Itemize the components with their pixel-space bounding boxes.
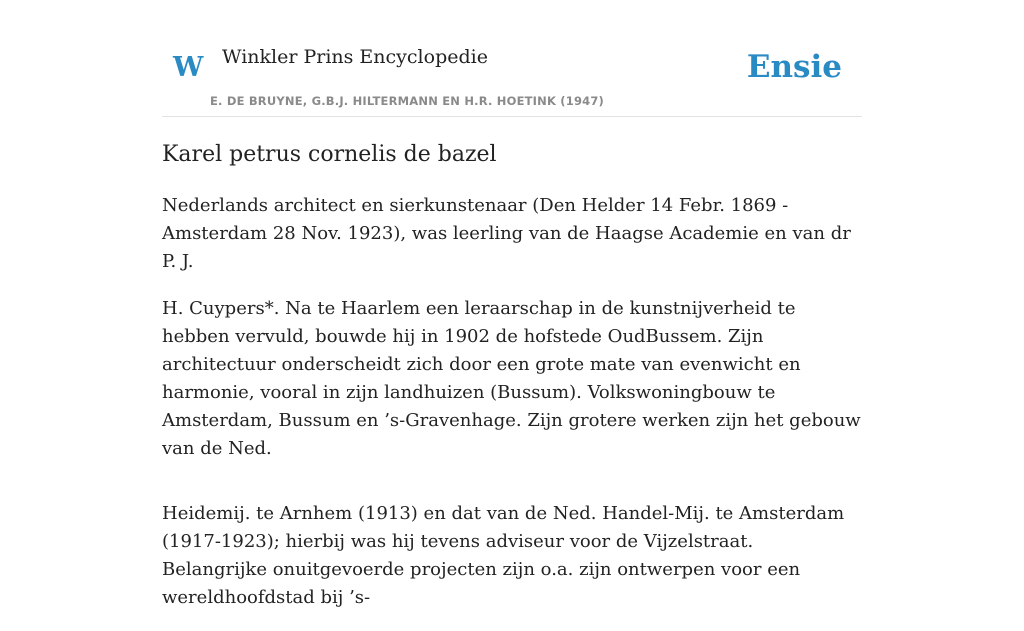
article: [162, 138, 862, 631]
article-paragraph-3: Heidemij. te Arnhem (1913) en dat van de Ned. Handel-Mij. te Amsterdam (1917-1923); hierbij was hij tevens adviseur voor de Vijzelstraat. Belangrijke onuitgevoerde projecten zijn o.a. zijn ontwerpen voor een wereldhoofdstad bij ’s-: [162, 503, 845, 608]
article-paragraph-2: H. Cuypers*. Na te Haarlem een leraarschap in de kunstnijverheid te hebben vervuld, bouwde hij in 1902 de hofstede OudBussem. Zijn architectuur onderscheidt zich door een grote mate van evenwicht en harmonie, vooral in zijn landhuizen (Bussum). Volkswoningbouw te Amsterdam, Bussum en ’s-Gravenhage. Zijn grotere werken zijn het gebouw van de Ned.: [162, 298, 861, 459]
source-title-link[interactable]: Winkler Prins Encyclopedie: [222, 46, 488, 68]
source-authors: E. DE BRUYNE, G.B.J. HILTERMANN EN H.R. HOETINK (1947): [210, 94, 605, 108]
article-title: Karel petrus cornelis de bazel: [162, 142, 497, 167]
source-logo-icon[interactable]: W: [173, 52, 204, 83]
ensie-logo[interactable]: Ensie: [746, 49, 842, 85]
source-header: [162, 0, 862, 117]
article-paragraph-1: Nederlands architect en sierkunstenaar (Den Helder 14 Febr. 1869 - Amsterdam 28 Nov. 1923), was leerling van de Haagse Academie en van dr P. J.: [162, 195, 851, 272]
